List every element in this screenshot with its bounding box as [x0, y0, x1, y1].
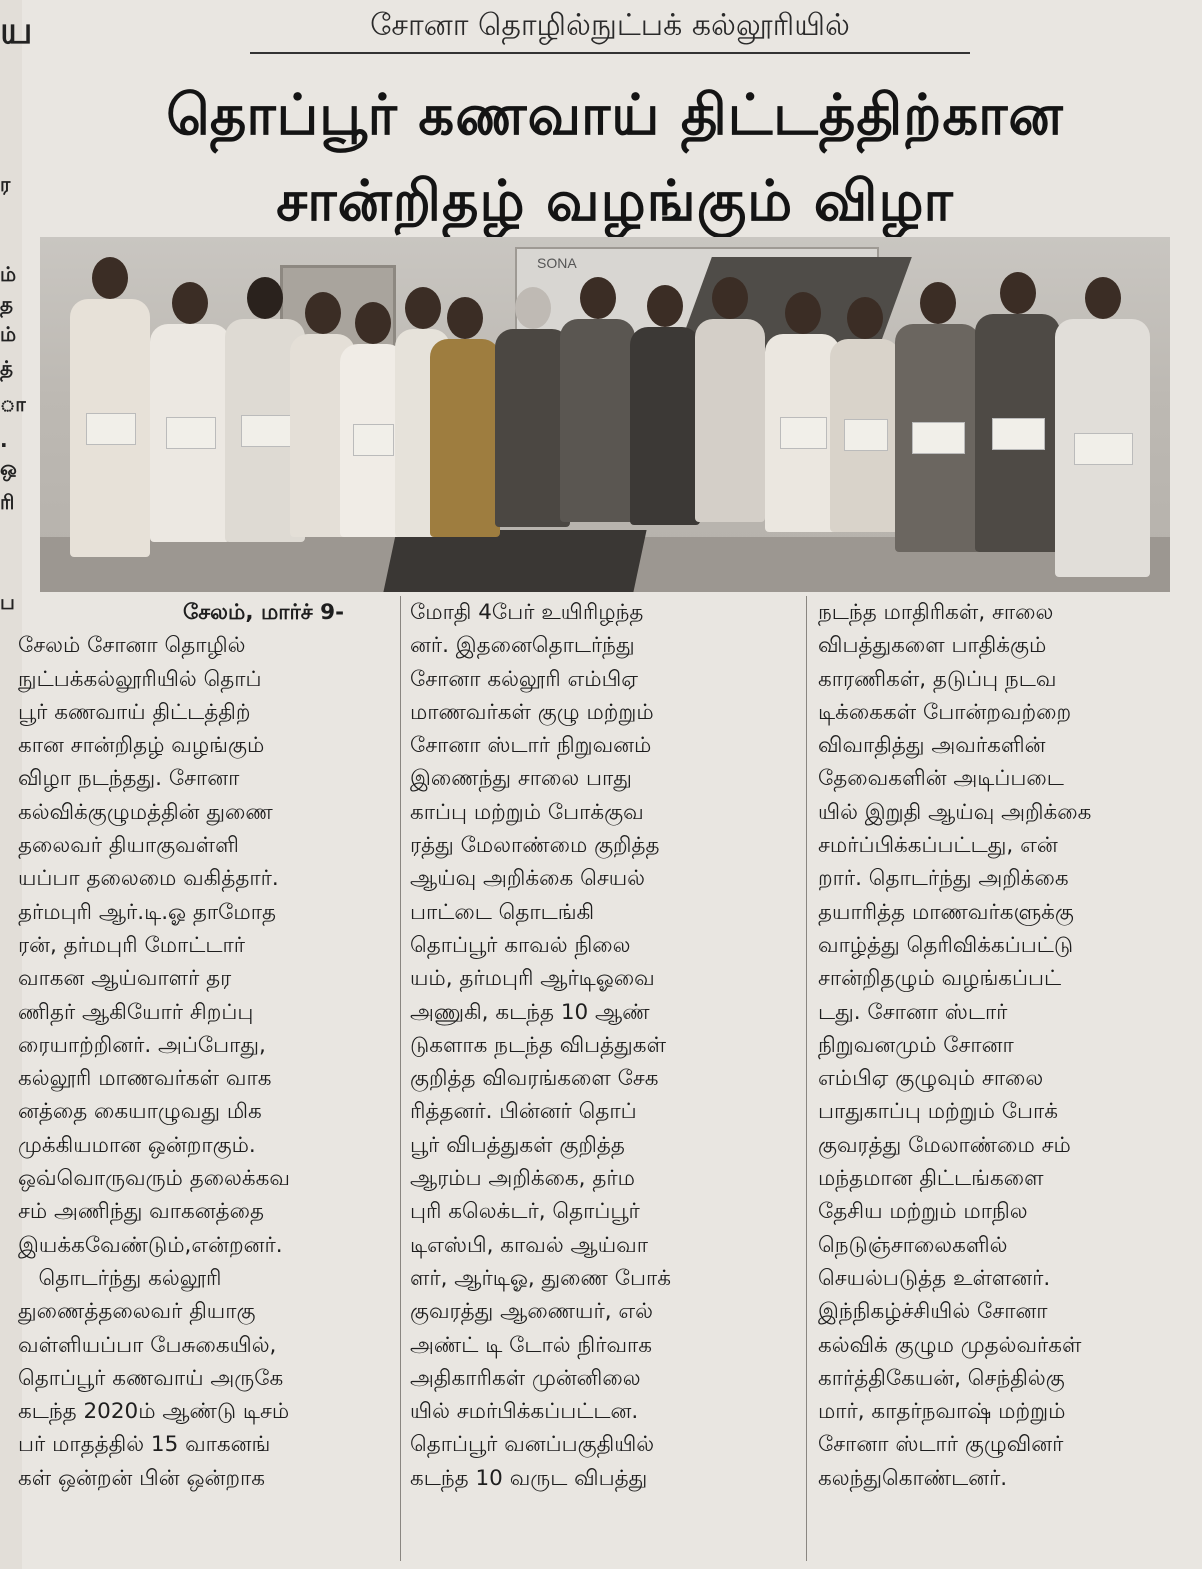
- article-line: இயக்கவேண்டும்,என்றனர்.: [18, 1232, 283, 1258]
- article-line: பாட்டை தொடங்கி: [410, 899, 595, 925]
- article-line: கல்லூரி மாணவர்கள் வாக: [18, 1066, 272, 1092]
- article-line: பாதுகாப்பு மற்றும் போக்: [818, 1099, 1058, 1125]
- person-figure: [895, 282, 980, 552]
- edge-glyph: ய: [0, 8, 33, 52]
- article-line: குறித்த விவரங்களை சேக: [410, 1066, 659, 1092]
- person-figure: [630, 285, 700, 525]
- person-figure: [70, 257, 150, 557]
- edge-glyph: ப: [0, 590, 15, 614]
- article-line: ஒவ்வொருவரும் தலைக்கவ: [18, 1166, 290, 1192]
- article-line: சமர்ப்பிக்கப்பட்டது, என்: [818, 833, 1058, 859]
- article-line: வள்ளியப்பா பேசுகையில்,: [18, 1332, 277, 1358]
- edge-glyph: ர: [0, 172, 11, 196]
- headline-line-2: சான்றிதழ் வழங்கும் விழா: [276, 169, 954, 234]
- article-line: டுகளாக நடந்த விபத்துகள்: [410, 1032, 666, 1058]
- article-line: தொப்பூர் கணவாய் அருகே: [18, 1365, 284, 1391]
- article-line: ரன், தர்மபுரி மோட்டார்: [18, 932, 245, 958]
- article-line: ஆரம்ப அறிக்கை, தர்ம: [410, 1166, 635, 1192]
- edge-glyph: .: [0, 428, 8, 452]
- article-line: மார், காதர்நவாஷ் மற்றும்: [818, 1399, 1066, 1425]
- person-figure: [430, 297, 500, 537]
- article-line: யம், தர்மபுரி ஆர்டிஓவை: [410, 966, 655, 992]
- article-line: குவரத்து மேலாண்மை சம்: [818, 1132, 1071, 1158]
- article-line: கடந்த 10 வருட விபத்து: [410, 1465, 648, 1491]
- person-figure: [830, 297, 900, 532]
- article-line: தயாரித்த மாணவர்களுக்கு: [818, 899, 1074, 925]
- article-line: காப்பு மற்றும் போக்குவ: [410, 799, 644, 825]
- article-line: னர். இதனைதொடர்ந்து: [410, 633, 635, 659]
- photo-banner-text: SONA: [537, 255, 577, 271]
- article-line: பூர் கணவாய் திட்டத்திற்: [18, 699, 251, 725]
- article-line: அண்ட் டி டோல் நிர்வாக: [410, 1332, 653, 1358]
- article-kicker: சோனா தொழில்நுட்பக் கல்லூரியில்: [250, 4, 970, 54]
- article-line: ஆய்வு அறிக்கை செயல்: [410, 866, 646, 892]
- article-line: றார். தொடர்ந்து அறிக்கை: [818, 866, 1069, 892]
- article-line: நிறுவனமும் சோனா: [818, 1032, 1014, 1058]
- article-line: கள் ஒன்றன் பின் ஒன்றாக: [18, 1465, 265, 1491]
- article-line: டிஎஸ்பி, காவல் ஆய்வா: [410, 1232, 648, 1258]
- edge-glyph: ரி: [0, 490, 15, 514]
- article-line: நெடுஞ்சாலைகளில்: [818, 1232, 1008, 1258]
- person-figure: [695, 277, 765, 522]
- article-line: இணைந்து சாலை பாது: [410, 766, 632, 792]
- photo-podium: [383, 530, 646, 592]
- article-line: யப்பா தலைமை வகித்தார்.: [18, 866, 279, 892]
- article-line: தொப்பூர் வனப்பகுதியில்: [410, 1432, 655, 1458]
- article-line: ணிதர் ஆகியோர் சிறப்பு: [18, 999, 254, 1025]
- person-figure: [495, 287, 570, 527]
- article-line: செயல்படுத்த உள்ளனர்.: [818, 1265, 1051, 1291]
- article-line: வாழ்த்து தெரிவிக்கப்பட்டு: [818, 932, 1074, 958]
- article-line: முக்கியமான ஒன்றாகும்.: [18, 1132, 256, 1158]
- article-line: தலைவர் தியாகுவள்ளி: [18, 833, 239, 859]
- group-photo: [40, 237, 1170, 592]
- article-line: காரணிகள், தடுப்பு நடவ: [818, 666, 1057, 692]
- article-line: துணைத்தலைவர் தியாகு: [18, 1299, 256, 1325]
- article-line: கார்த்திகேயன், செந்தில்கு: [818, 1365, 1065, 1391]
- column-divider: [400, 596, 401, 1561]
- article-line: விவாதித்து அவர்களின்: [818, 733, 1046, 759]
- article-line: கடந்த 2020ம் ஆண்டு டிசம்: [18, 1399, 290, 1425]
- article-line: சேலம், மார்ச் 9-: [183, 600, 345, 625]
- article-column-3: [818, 596, 1193, 1495]
- article-line: சம் அணிந்து வாகனத்தை: [18, 1199, 264, 1225]
- article-line: ரித்தனர். பின்னர் தொப்: [410, 1099, 637, 1125]
- edge-glyph: த: [0, 292, 14, 316]
- article-line: தொடர்ந்து கல்லூரி: [18, 1265, 222, 1291]
- article-line: ரையாற்றினர். அப்போது,: [18, 1032, 266, 1058]
- article-line: கல்விக்குழுமத்தின் துணை: [18, 799, 273, 825]
- edge-glyph: த்: [0, 356, 14, 380]
- edge-glyph: ம்: [0, 322, 17, 346]
- article-line: ரத்து மேலாண்மை குறித்த: [410, 833, 660, 859]
- article-line: சோனா ஸ்டார் நிறுவனம்: [410, 733, 652, 759]
- article-line: சோனா ஸ்டார் குழுவினர்: [818, 1432, 1064, 1458]
- article-line: டிக்கைகள் போன்றவற்றை: [818, 699, 1072, 725]
- article-line: குவரத்து ஆணையர், எல்: [410, 1299, 653, 1325]
- article-line: சேலம் சோனா தொழில்: [18, 633, 246, 659]
- person-figure: [1055, 277, 1150, 577]
- article-line: கலந்துகொண்டனர்.: [818, 1465, 1008, 1491]
- article-column-2: [410, 596, 785, 1495]
- article-line: விபத்துகளை பாதிக்கும்: [818, 633, 1047, 659]
- article-line: தொப்பூர் காவல் நிலை: [410, 932, 631, 958]
- article-line: சோனா கல்லூரி எம்பிஏ: [410, 666, 638, 692]
- article-line: தர்மபுரி ஆர்.டி.ஓ தாமோத: [18, 899, 276, 925]
- article-column-1: [18, 596, 393, 1495]
- article-line: வாகன ஆய்வாளர் தர: [18, 966, 232, 992]
- article-line: யில் இறுதி ஆய்வு அறிக்கை: [818, 799, 1092, 825]
- article-line: டது. சோனா ஸ்டார்: [818, 999, 1008, 1025]
- article-line: பர் மாதத்தில் 15 வாகனங்: [18, 1432, 271, 1458]
- article-line: எம்பிஏ குழுவும் சாலை: [818, 1066, 1044, 1092]
- article-line: இந்நிகழ்ச்சியில் சோனா: [818, 1299, 1048, 1325]
- article-line: விழா நடந்தது. சோனா: [18, 766, 240, 792]
- article-line: மாணவர்கள் குழு மற்றும்: [410, 699, 654, 725]
- person-figure: [560, 277, 635, 522]
- article-line: கல்விக் குழும முதல்வர்கள்: [818, 1332, 1082, 1358]
- edge-glyph: ம்: [0, 262, 17, 286]
- article-line: ளர், ஆர்டிஓ, துணை போக்: [410, 1265, 671, 1291]
- person-figure: [765, 292, 840, 532]
- article-line: பூர் விபத்துகள் குறித்த: [410, 1132, 625, 1158]
- article-line: மோதி 4பேர் உயிரிழந்த: [410, 600, 644, 625]
- article-line: அணுகி, கடந்த 10 ஆண்: [410, 999, 650, 1025]
- article-line: தேசிய மற்றும் மாநில: [818, 1199, 1028, 1225]
- article-line: மந்தமான திட்டங்களை: [818, 1166, 1044, 1192]
- article-line: கான சான்றிதழ் வழங்கும்: [18, 733, 265, 759]
- column-divider: [806, 596, 807, 1561]
- person-figure: [975, 272, 1060, 552]
- headline-line-1: தொப்பூர் கணவாய் திட்டத்திற்கான: [166, 83, 1064, 148]
- person-figure: [150, 282, 230, 542]
- article-line: அதிகாரிகள் முன்னிலை: [410, 1365, 641, 1391]
- article-line: நடந்த மாதிரிகள், சாலை: [818, 600, 1054, 625]
- edge-glyph: ா: [0, 392, 26, 416]
- article-line: சான்றிதழும் வழங்கப்பட்: [818, 966, 1062, 992]
- article-line: யில் சமர்பிக்கப்பட்டன.: [410, 1399, 639, 1425]
- article-line: நுட்பக்கல்லூரியில் தொப்: [18, 666, 262, 692]
- article-line: தேவைகளின் அடிப்படை: [818, 766, 1064, 792]
- article-line: புரி கலெக்டர், தொப்பூர்: [410, 1199, 640, 1225]
- article-line: னத்தை கையாழுவது மிக: [18, 1099, 262, 1125]
- edge-glyph: ஒ: [0, 456, 17, 480]
